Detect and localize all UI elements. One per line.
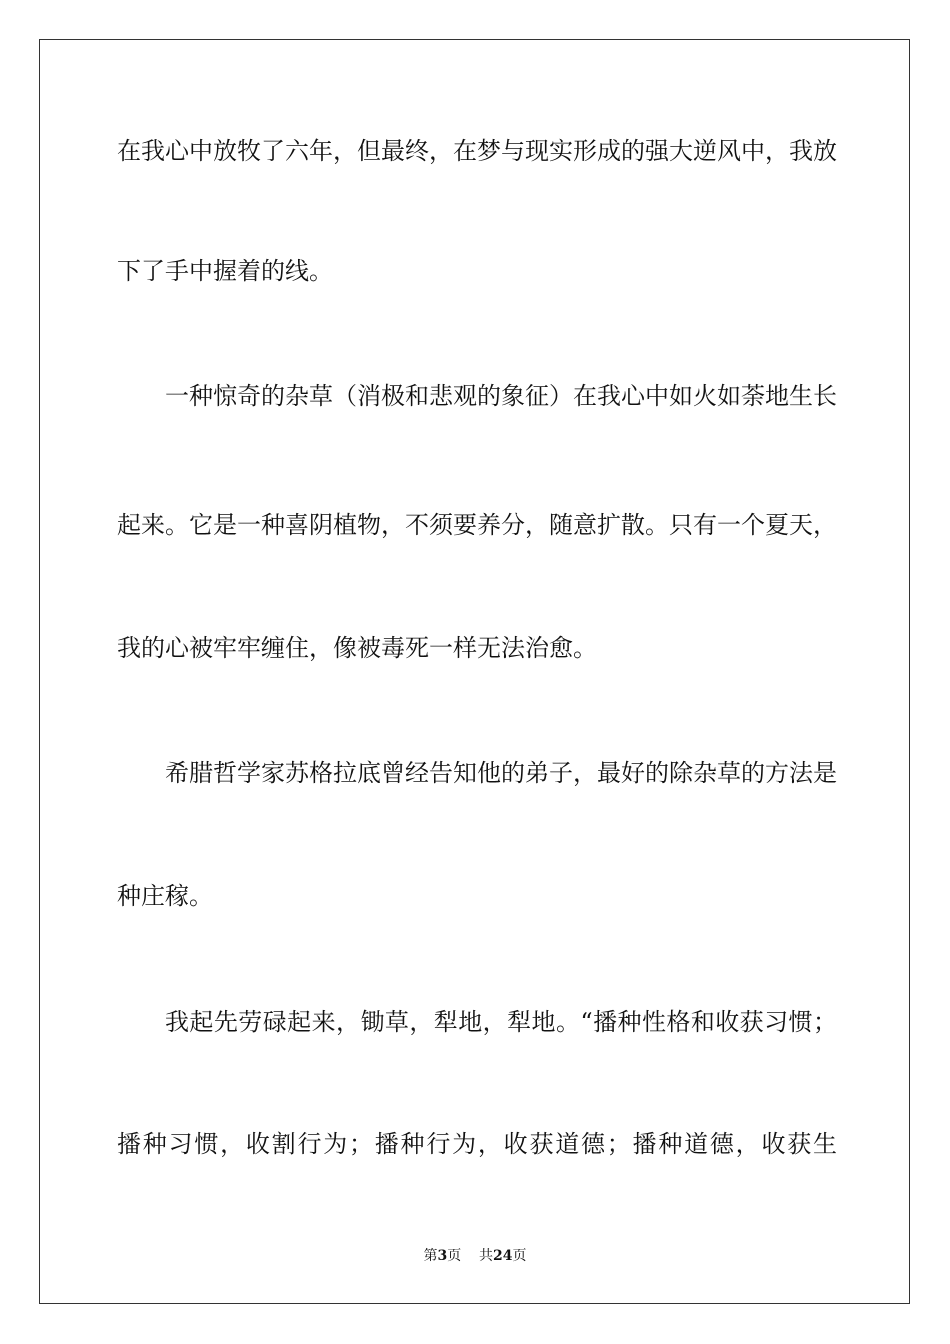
- paragraph-line-6: 希腊哲学家苏格拉底曾经告知他的弟子，最好的除杂草的方法是: [165, 759, 837, 787]
- paragraph-line-1: 在我心中放牧了六年，但最终，在梦与现实形成的强大逆风中，我放: [117, 137, 837, 165]
- page-prefix: 第: [423, 1248, 438, 1264]
- paragraph-line-3: 一种惊奇的杂草（消极和悲观的象征）在我心中如火如荼地生长: [165, 382, 837, 410]
- page-number: 3: [437, 1248, 448, 1264]
- page-footer: [0, 1246, 950, 1266]
- paragraph-line-4: 起来。它是一种喜阴植物，不须要养分，随意扩散。只有一个夏天，: [117, 511, 837, 539]
- total-prefix: 共: [479, 1248, 494, 1264]
- page-border: [39, 39, 910, 1304]
- paragraph-line-8: 我起先劳碌起来，锄草，犁地，犁地。“播种性格和收获习惯；: [165, 1008, 837, 1036]
- paragraph-line-5: 我的心被牢牢缠住，像被毒死一样无法治愈。: [117, 634, 597, 662]
- paragraph-line-7: 种庄稼。: [117, 882, 213, 910]
- paragraph-line-2: 下了手中握着的线。: [117, 257, 333, 285]
- page-suffix: 页: [447, 1248, 462, 1264]
- total-pages: 24: [493, 1248, 513, 1264]
- total-suffix: 页: [512, 1248, 527, 1264]
- paragraph-line-9: 播种习惯，收割行为；播种行为，收获道德；播种道德，收获生: [117, 1130, 837, 1158]
